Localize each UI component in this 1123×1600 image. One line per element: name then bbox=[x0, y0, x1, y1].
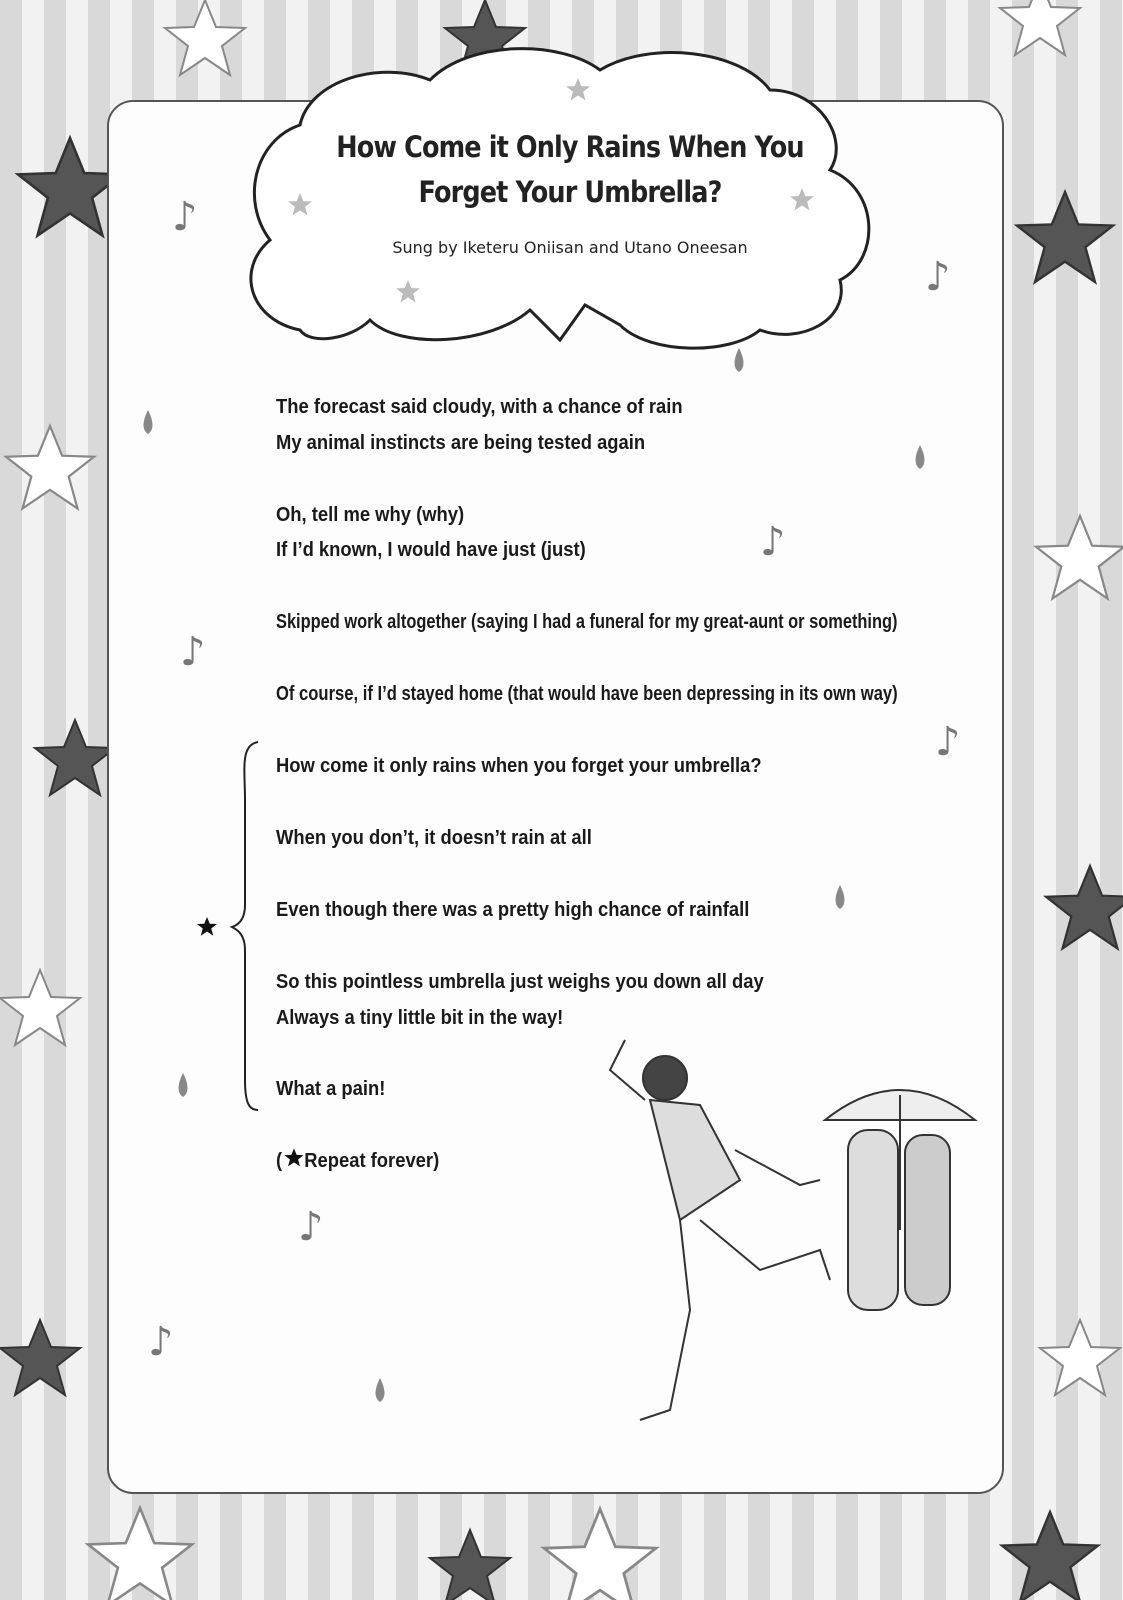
music-note-icon bbox=[148, 194, 961, 1365]
lyric-line: My animal instincts are being tested again bbox=[276, 432, 646, 454]
svg-text:♪: ♪ bbox=[298, 1204, 324, 1250]
chorus-star-icon bbox=[197, 917, 217, 936]
svg-text:♪: ♪ bbox=[148, 1319, 174, 1365]
lyric-line: Of course, if I’d stayed home (that would have been depressing in its own way) bbox=[276, 683, 898, 705]
repeat-text: Repeat forever) bbox=[304, 1150, 440, 1172]
raindrop-icon bbox=[144, 348, 925, 1402]
svg-text:♪: ♪ bbox=[935, 719, 961, 765]
song-title-line-1: How Come it Only Rains When You bbox=[336, 130, 804, 164]
lyric-line: How come it only rains when you forget your umbrella? bbox=[276, 755, 762, 777]
svg-text:♪: ♪ bbox=[172, 194, 198, 240]
running-man-illustration bbox=[610, 1040, 975, 1420]
repeat-note bbox=[276, 1150, 439, 1173]
chorus-brace bbox=[232, 742, 258, 1110]
repeat-paren: ( bbox=[276, 1150, 283, 1172]
svg-text:♪: ♪ bbox=[760, 519, 786, 565]
lyric-line: When you don’t, it doesn’t rain at all bbox=[276, 827, 592, 849]
svg-text:♪: ♪ bbox=[925, 254, 951, 300]
lyric-line: If I’d known, I would have just (just) bbox=[276, 539, 586, 561]
lyric-line: Oh, tell me why (why) bbox=[276, 504, 465, 526]
song-credit: Sung by Iketeru Oniisan and Utano Oneesan bbox=[392, 238, 748, 257]
lyric-line: Always a tiny little bit in the way! bbox=[276, 1007, 564, 1029]
lyric-line: So this pointless umbrella just weighs you down all day bbox=[276, 971, 764, 993]
song-title bbox=[332, 125, 807, 215]
svg-text:♪: ♪ bbox=[180, 629, 206, 675]
lyric-line: The forecast said cloudy, with a chance of rain bbox=[276, 396, 683, 418]
lyric-line: Skipped work altogether (saying I had a funeral for my great-aunt or something) bbox=[276, 611, 898, 633]
lyric-line: What a pain! bbox=[276, 1078, 386, 1100]
lyric-line: Even though there was a pretty high chance of rainfall bbox=[276, 899, 750, 921]
song-title-line-2: Forget Your Umbrella? bbox=[418, 175, 722, 209]
